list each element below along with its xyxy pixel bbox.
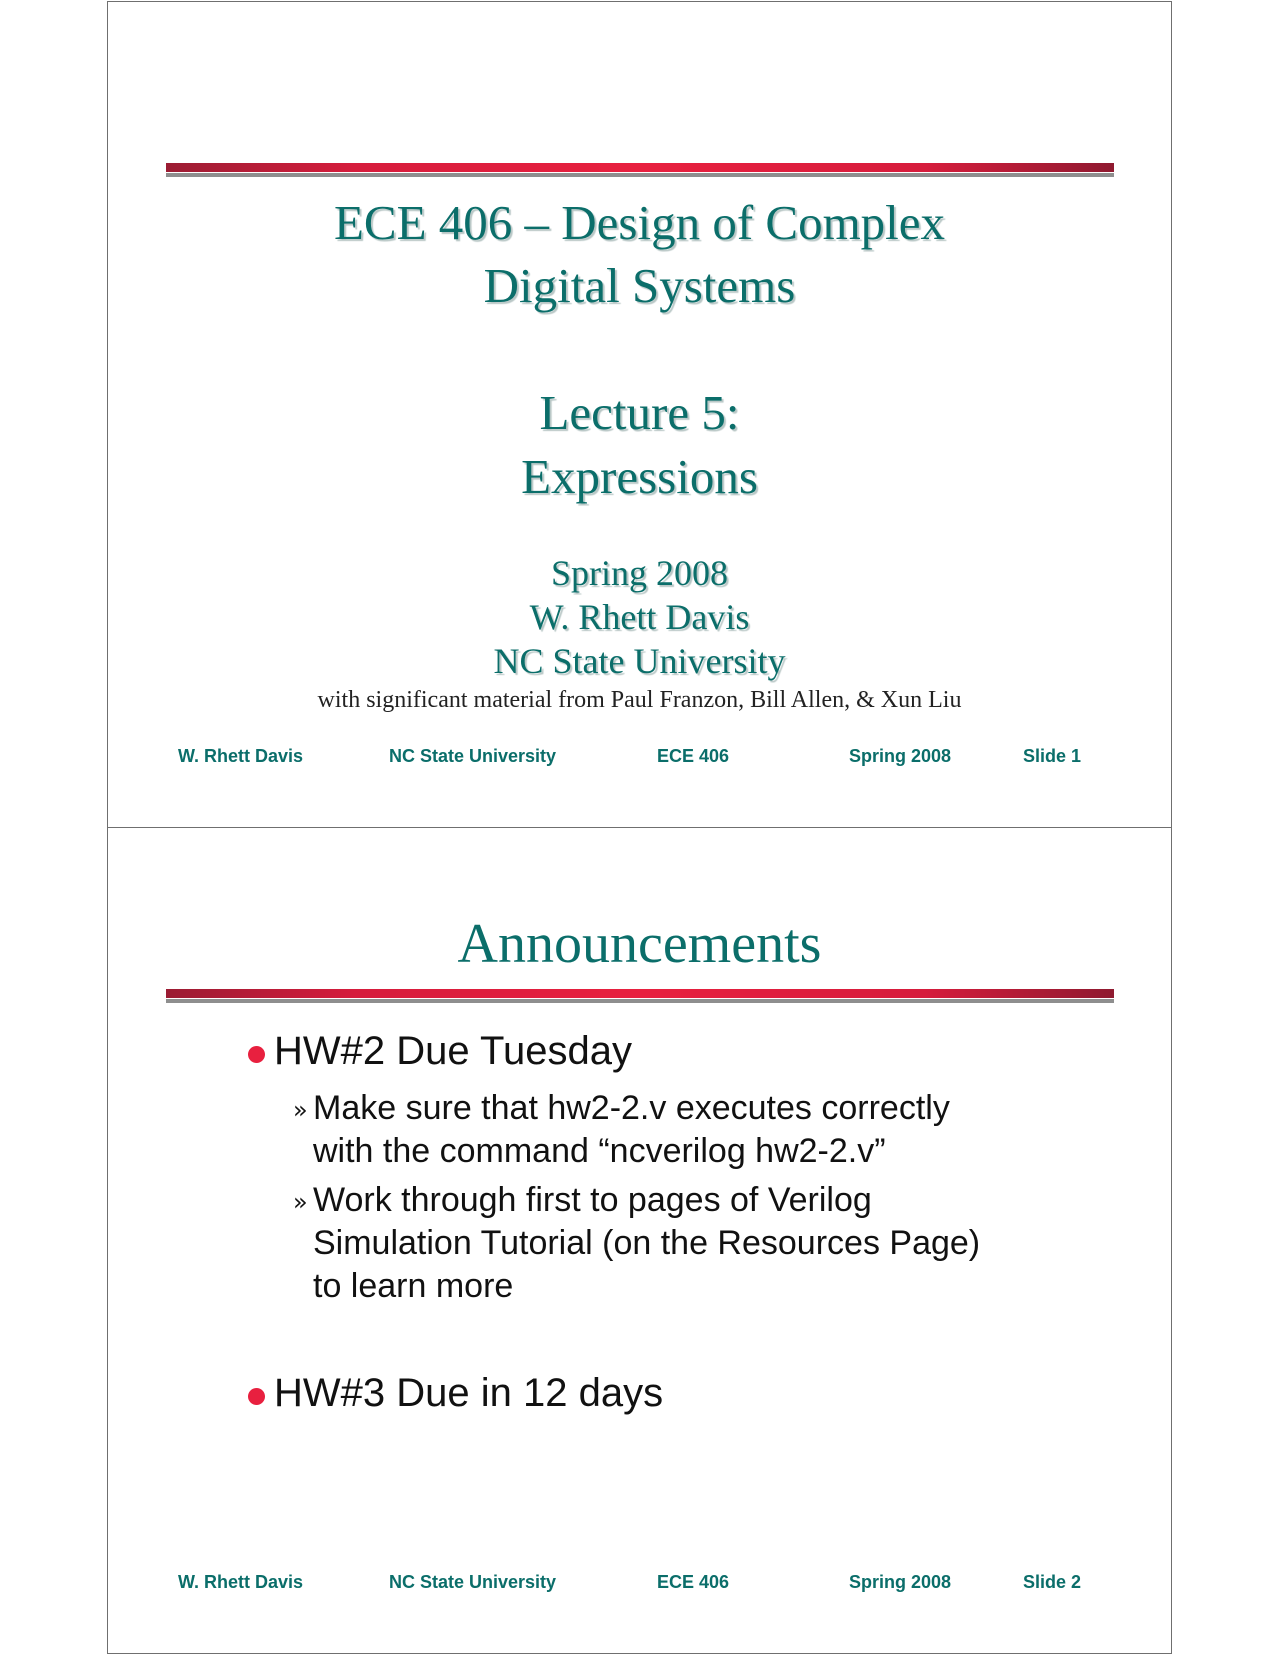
author: W. Rhett Davis (529, 597, 750, 637)
heading-rule-gray (166, 999, 1114, 1003)
sub-bullet-line: Make sure that hw2-2.v executes correctly (313, 1089, 950, 1127)
footer-author: W. Rhett Davis (178, 746, 304, 766)
bullet-dot-icon (248, 1046, 265, 1063)
title-rule-gray (166, 173, 1114, 177)
chevron-marker-icon: » (293, 1096, 308, 1124)
bullet-dot-icon (248, 1388, 265, 1405)
footer-term: Spring 2008 (849, 1572, 952, 1592)
sub-bullet-line: Work through first to pages of Verilog (313, 1181, 872, 1219)
lecture-topic: Expressions (521, 449, 758, 504)
heading-rule-red (166, 989, 1114, 998)
footer-university: NC State University (389, 746, 557, 766)
footer-term: Spring 2008 (849, 746, 952, 766)
slide-heading: Announcements (457, 913, 822, 975)
credit-line: with significant material from Paul Franzon, Bill Allen, & Xun Liu (317, 687, 962, 713)
slide-1 (107, 1, 1172, 828)
sub-bullet-line: to learn more (313, 1267, 514, 1305)
sub-bullet-line: with the command “ncverilog hw2-2.v” (313, 1132, 886, 1170)
footer-slide-number: Slide 1 (1023, 746, 1082, 766)
sub-bullet-text (313, 1087, 1033, 1173)
bullet-text: HW#2 Due Tuesday (274, 1029, 632, 1073)
university: NC State University (493, 641, 786, 681)
term: Spring 2008 (550, 553, 728, 593)
slide-footer (108, 1572, 1171, 1596)
lecture-number: Lecture 5: (539, 385, 740, 440)
footer-slide-number: Slide 2 (1023, 1572, 1082, 1592)
bullet-text: HW#3 Due in 12 days (274, 1371, 664, 1415)
sub-bullet-text (313, 1179, 1033, 1308)
footer-author: W. Rhett Davis (178, 1572, 304, 1592)
chevron-marker-icon: » (293, 1188, 308, 1216)
course-title-line-1: ECE 406 – Design of Complex (333, 195, 946, 250)
footer-course: ECE 406 (657, 1572, 730, 1592)
title-rule-red (166, 163, 1114, 172)
course-title-line-2: Digital Systems (483, 258, 796, 313)
sub-bullet-line: Simulation Tutorial (on the Resources Page) (313, 1224, 981, 1262)
slide-2 (107, 827, 1172, 1654)
footer-course: ECE 406 (657, 746, 730, 766)
footer-university: NC State University (389, 1572, 557, 1592)
title-rule (166, 163, 1114, 177)
slide-footer (108, 746, 1171, 770)
heading-rule (166, 989, 1114, 1003)
